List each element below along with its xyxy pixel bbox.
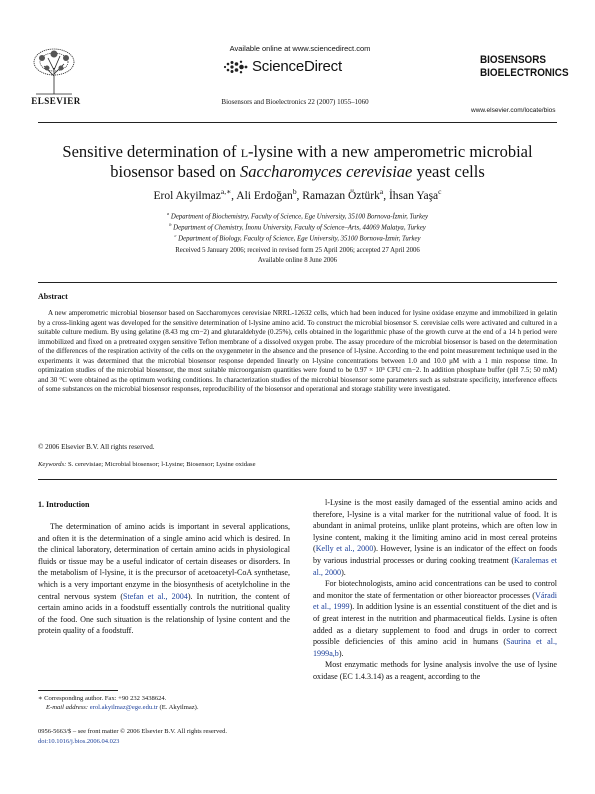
sciencedirect-logo[interactable] (222, 58, 342, 75)
paragraph-text: ). (341, 567, 346, 577)
journal-logo-line1: BIOSENSORS (480, 54, 547, 66)
footnote-mark: ∗ (38, 695, 43, 702)
citation-link[interactable]: Stefan et al., 2004 (123, 591, 188, 601)
affiliation (40, 222, 555, 231)
sciencedirect-dots-logo (222, 60, 248, 74)
footnote-text: Corresponding author. Fax: +90 232 3438624. (44, 695, 167, 702)
author[interactable]: Ali Erdoğan (236, 189, 293, 202)
elsevier-wordmark: ELSEVIER (31, 96, 81, 106)
elsevier-tree-logo (28, 46, 80, 96)
paragraph: Most enzymatic methods for lysine analysis involve the use of lysine oxidase (EC 1.4.3.14) as a reagent, according to the (313, 660, 557, 681)
citation-link[interactable]: Karalemas et al., 2000 (313, 555, 557, 577)
email-label: E-mail address: (46, 704, 89, 711)
journal-citation: Biosensors and Bioelectronics 22 (2007) 1055–1060 (221, 98, 369, 106)
citation-link[interactable]: Váradi et al., 1999 (313, 590, 557, 612)
abstract-bottom-divider (38, 479, 557, 480)
section-heading-introduction: 1. Introduction (38, 500, 90, 509)
paragraph-text: ). (338, 648, 344, 658)
issn-line: 0956-5663/$ – see front matter © 2006 Elsevier B.V. All rights reserved. (38, 728, 227, 735)
abstract-copyright: © 2006 Elsevier B.V. All rights reserved. (38, 443, 155, 451)
footnote-corresponding (38, 694, 290, 702)
title-line2-a: biosensor based on (110, 162, 236, 181)
online-date: Available online 8 June 2006 (257, 257, 338, 264)
author[interactable]: İhsan Yaşa (388, 189, 439, 202)
column-left (38, 521, 290, 637)
email-link[interactable]: erol.akyilmaz@ege.edu.tr (89, 704, 158, 711)
email-suffix: (E. Akyilmaz). (159, 704, 199, 711)
affiliation-text: Department of Chemistry, İnonu University, Faculty of Science–Arts, 44069 Malatya, Turkey (173, 224, 426, 232)
affiliation-mark: c (174, 233, 177, 238)
affiliation-mark: b (169, 222, 172, 227)
journal-url[interactable] (471, 107, 581, 114)
paragraph (38, 521, 290, 637)
column-right (313, 497, 557, 683)
footnote-email (46, 704, 298, 711)
abstract-heading: Abstract (38, 292, 68, 301)
paragraph (313, 497, 557, 578)
abstract-body: A new amperometric microbial biosensor based on Saccharomyces cerevisiae NRRL-12632 cells, which had been induced for lysine oxidase enzyme and immobilized in gelatin by a cross-linking agent was developed for the sensitive determination of l-lysine amino acid. To construct the microbial biosensor S. cerevisiae cells were activated and cultured in a suitable culture medium. By using gelatine (8.43 mg cm−2) and glutaraldehyde (0.25%), cells obtained in the logarithmic phase of the growth curve at the end of a 14 h period were immobilized and fixed on a pretreated oxygen sensitive Teflon membrane of a dissolved oxygen probe. The assay procedure of the microbial biosensor is based on the determination of the differences of the respiration activity of the cells on the oxygenmeter in the absence and the presence of l-lysine. According to the end point measurement technique used in the experiments it was determined that the microbial biosensor response depended linearly on l-lysine concentrations between 1.0 and 10.0 μM with a 1 min response time. In optimization studies of the microbial biosensor, the most suitable microorganism quantities were found to be 0.97 × 10⁵ CFU cm−2. In addition phosphate buffer (pH 7.5; 50 mM) and 30 °C were obtained as the optimum working conditions. In characterization studies of the microbial biosensor some parameters such as substrate specificity, interference effects of some substances on the microbial biosensor responses, reproducibility of the biosensor and operational and storage stability were investigated. (38, 309, 557, 393)
paragraph (313, 578, 557, 659)
paragraph-text: ). In addition lysine is an essential constituent of the diet and is of great interest in the nutrition and pharmaceutical fields. Lysine is often added as a dietary supplement to food and drugs in order to correct possible deficiencies of this amino acid in humans ( (313, 602, 557, 647)
title-l: l (240, 142, 249, 161)
author-sup: c (438, 187, 442, 196)
title-part1: Sensitive determination of (62, 142, 237, 161)
paragraph-text: For biotechnologists, amino acid concentrations can be used to control and monitor the state of fermentation or other bioreactor processes ( (313, 579, 557, 600)
affiliation-text: Department of Biology, Faculty of Science, Ege University, 35100 Bornova-İzmir, Turkey (178, 235, 421, 243)
author-sup: a (379, 187, 384, 196)
author-sup: a,∗ (220, 187, 232, 196)
affiliation (40, 211, 555, 220)
citation-link[interactable]: Saurina et al., 1999a,b (313, 637, 558, 658)
author-list: Erol Akyilmaz$^{a,∗}$, Ali Erdoğan$^b$, Ramazan Öztürk$^a$, İhsan Yaşa$^c$ (153, 187, 442, 202)
footnote-divider (38, 690, 118, 691)
sciencedirect-wordmark: ScienceDirect (252, 58, 342, 75)
journal-logo (480, 54, 570, 80)
author[interactable]: Erol Akyilmaz (153, 189, 221, 202)
title-part2: -lysine with a new amperometric microbial (248, 142, 533, 161)
keywords-list: S. cerevisiae; Microbial biosensor; l-Lysine; Biosensor; Lysine oxidase (67, 461, 256, 468)
citation-link[interactable]: Kelly et al., 2000 (315, 544, 374, 554)
paragraph-text: The determination of amino acids is important in several applications, and often it is the determination of a single amino acid which is desired. In the clinical laboratory, determination of certain amino acids in physiological fluids or tissue may be a useful indicator of certain diseases or disorders. In the metabolism of l-lysine, it is the precursor of acetoacetyl-CoA synthetase, which is a very important enzyme in the biosynthesis of acetylcholine in the central nervous system ( (38, 522, 290, 601)
paragraph-text: ). However, lysine is an indicator of the effect on foods by various industrial processes or during cooking treatment ( (313, 544, 557, 565)
keywords-label: Keywords: (38, 461, 67, 468)
header-divider (38, 122, 557, 123)
affiliation-mark: a (167, 211, 170, 216)
doi-link[interactable]: doi:10.1016/j.bios.2006.04.023 (38, 738, 120, 745)
author[interactable]: Ramazan Öztürk (302, 189, 380, 202)
title-species: Saccharomyces cerevisiae (239, 162, 413, 181)
abstract-top-divider (38, 282, 557, 283)
available-online-text: Available online at www.sciencedirect.com (229, 44, 371, 53)
received-dates: Received 5 January 2006; received in revised form 25 April 2006; accepted 27 April 2006 (175, 247, 420, 254)
journal-logo-line2: BIOELECTRONICS (480, 67, 569, 79)
article-title (40, 142, 555, 182)
title-line2-b: yeast cells (416, 162, 485, 181)
paragraph-text: l-Lysine is the most easily damaged of the essential amino acids and therefore, l-lysine is a vital marker for the nutritional value of food. It is abundant in animal proteins, unlike plant proteins, which are often low in lysine content, making it the limiting amino acid in most cereal proteins ( (313, 498, 557, 554)
author-sup: b (292, 187, 297, 196)
keywords (38, 461, 557, 468)
doi-line (38, 738, 119, 745)
paragraph-text: ). In nutrition, the content of certain amino acids in a foodstuff essentially controls the nutritional quality of the food. One such situation is the relationship of lysine content and the protein quality of a foodstuff. (38, 591, 291, 636)
journal-url-link[interactable]: www.elsevier.com/locate/bios (471, 107, 556, 114)
affiliation-text: Department of Biochemistry, Faculty of Science, Ege University, 35100 Bornova-İzmir, Turkey (170, 213, 428, 221)
affiliation (40, 233, 555, 242)
